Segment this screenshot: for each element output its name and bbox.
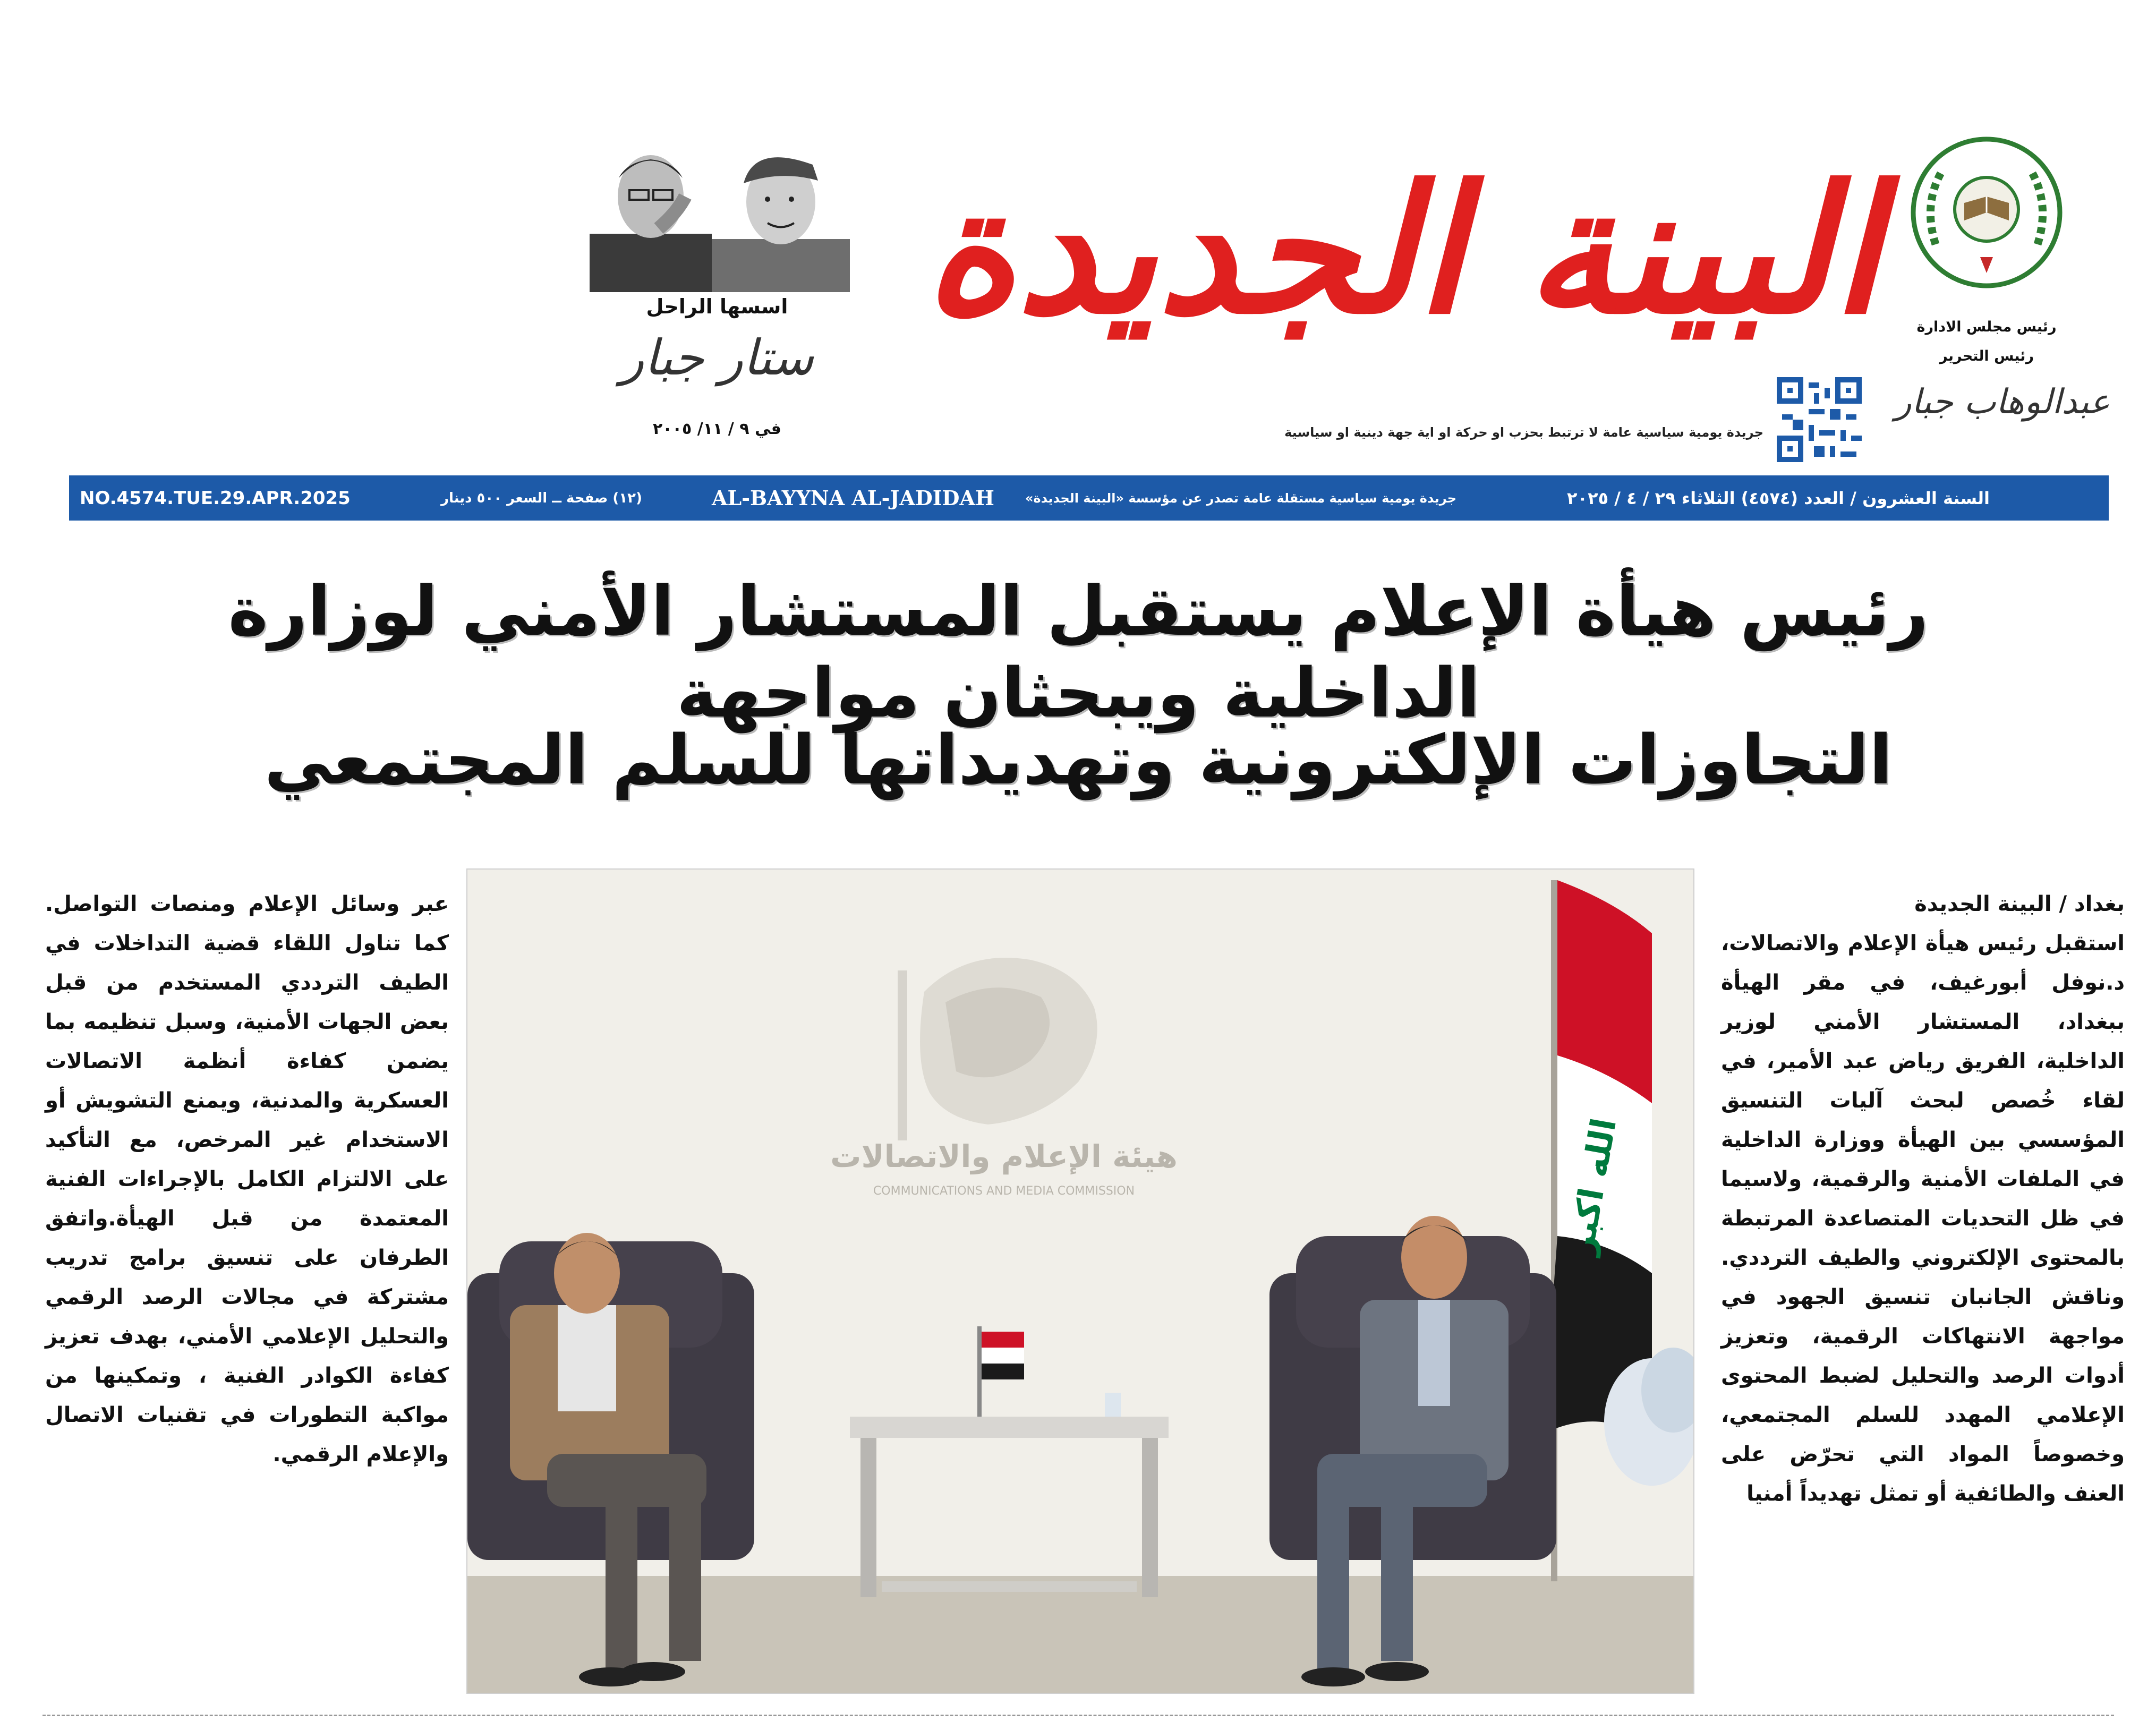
founder-signature: ستار جبار — [620, 329, 814, 386]
founders-portrait — [579, 133, 855, 292]
meeting-photo — [466, 868, 1694, 1694]
issue-number-ar: السنة العشرون / العدد (٤٥٧٤) الثلاثاء ٢٩ / ٤ / ٢٠٢٥ — [1567, 488, 1990, 508]
article-paragraph-2: عبر وسائل الإعلام ومنصات التواصل. كما تناول اللقاء قضية التداخلات في الطيف الترددي المستخدم من قبل بعض الجهات الأمنية، وسبل تنظيمه بما يضمن كفاءة أنظمة الاتصالات العسكرية والمدنية، ويمنع التشويش أو الاستخدام غير المرخص، مع التأكيد على الالتزام الكامل بالإجراءات الفنية المعتمدة من قبل الهيأة.واتفق الطرفان على تنسيق برامج تدريب مشتركة في مجالات الرصد الرقمي والتحليل الإعلامي الأمني، بهدف تعزيز كفاءة الكوادر الفنية ، وتمكينها من مواكبة التطورات في تقنيات الاتصال والإعلام الرقمي. — [45, 892, 449, 1467]
headline-line-1: رئيس هيأة الإعلام يستقبل المستشار الأمني لوزارة الداخلية ويبحثان مواجهة — [228, 572, 1929, 733]
article-column-left — [45, 884, 449, 1474]
issue-number-en: NO.4574.TUE.29.APR.2025 — [80, 487, 351, 509]
emblem-icon — [1907, 133, 2066, 292]
newspaper-name-en: AL-BAYYNA AL-JADIDAH — [712, 486, 994, 510]
wall-sign-english: COMMUNICATIONS AND MEDIA COMMISSION — [873, 1185, 1135, 1198]
headline-line-2: التجاوزات الإلكترونية وتهديداتها للسلم المجتمعي — [264, 721, 1893, 800]
founder-label: اسسها الراحل — [646, 295, 788, 318]
editor-signature: عبدالوهاب جبار — [1895, 382, 2110, 422]
publisher-description: جريدة يومية سياسية مستقلة عامة تصدر عن مؤسسة «البينة الجديدة» — [1025, 490, 1457, 506]
board-chair-label: رئيس مجلس الادارة — [1916, 319, 2057, 335]
founded-date: في ٩ / ١١/ ٢٠٠٥ — [653, 420, 781, 438]
bottom-divider — [42, 1715, 2114, 1716]
article-column-right — [1721, 884, 2125, 1513]
article-paragraph-1: استقبل رئيس هيأة الإعلام والاتصالات، د.نوفل أبورغيف، في مقر الهيأة ببغداد، المستشار الأمني لوزير الداخلية، الفريق رياض عبد الأمير، في لقاء خُصص لبحث آليات التنسيق المؤسسي بين الهيأة ووزارة الداخلية في الملفات الأمنية والرقمية، ولاسيما في ظل التحديات المتصاعدة المرتبطة بالمحتوى الإلكتروني والطيف الترددي. وناقش الجانبان تنسيق الجهود في مواجهة الانتهاكات الرقمية، وتعزيز أدوات الرصد والتحليل لضبط المحتوى الإعلامي المهدد للسلم المجتمعي، وخصوصاً المواد التي تحرّض على العنف والطائفية أو تمثل تهديداً أمنيا — [1721, 931, 2125, 1506]
newspaper-title: البينة الجديدة — [924, 147, 1880, 353]
page-count-price: (١٢) صفحة ــ السعر ٥٠٠ دينار — [441, 490, 642, 506]
editor-label: رئيس التحرير — [1939, 348, 2034, 364]
article-dateline: بغداد / البينة الجديدة — [1914, 892, 2125, 916]
qr-code-icon — [1777, 377, 1862, 462]
flag-takbir-text: الله اكبر — [1562, 1115, 1625, 1257]
tagline: جريدة يومية سياسية عامة لا ترتبط بحزب او حركة او اية جهة دينية او سياسية — [1284, 425, 1763, 440]
wall-sign-arabic: هيئة الإعلام والاتصالات — [830, 1138, 1178, 1174]
issue-banner — [69, 475, 2109, 521]
